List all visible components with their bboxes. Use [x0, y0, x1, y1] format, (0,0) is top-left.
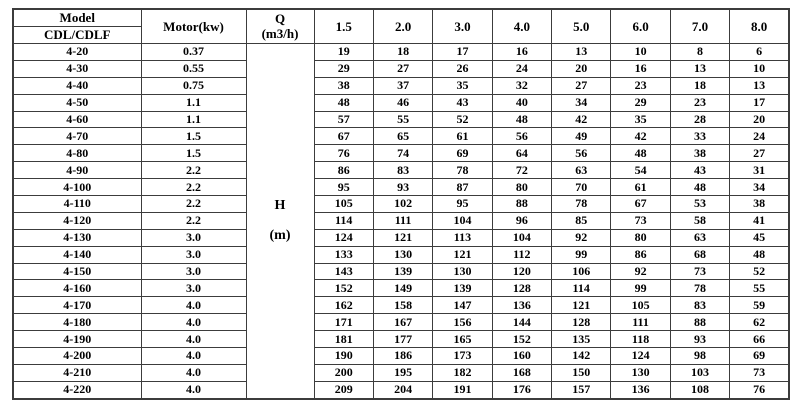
- head-value-cell: 108: [670, 381, 729, 399]
- head-value-cell: 67: [314, 128, 373, 145]
- head-value-cell: 181: [314, 331, 373, 348]
- head-value-cell: 68: [670, 246, 729, 263]
- head-value-cell: 16: [611, 60, 670, 77]
- head-value-cell: 195: [373, 364, 432, 381]
- head-value-cell: 98: [670, 348, 729, 365]
- head-value-cell: 191: [433, 381, 492, 399]
- head-value-cell: 176: [492, 381, 551, 399]
- table-row: [13, 364, 789, 381]
- table-row: [13, 145, 789, 162]
- head-value-cell: 18: [670, 77, 729, 94]
- motor-cell: 1.1: [141, 94, 246, 111]
- table-row: [13, 60, 789, 77]
- model-cell: 4-90: [13, 162, 141, 179]
- head-value-cell: 69: [730, 348, 789, 365]
- head-value-cell: 10: [730, 60, 789, 77]
- head-value-cell: 27: [730, 145, 789, 162]
- model-cell: 4-80: [13, 145, 141, 162]
- head-value-cell: 136: [492, 297, 551, 314]
- motor-cell: 4.0: [141, 297, 246, 314]
- head-value-cell: 48: [730, 246, 789, 263]
- head-value-cell: 63: [670, 229, 729, 246]
- head-value-cell: 96: [492, 212, 551, 229]
- head-value-cell: 46: [373, 94, 432, 111]
- table-row: [13, 348, 789, 365]
- head-value-cell: 111: [373, 212, 432, 229]
- head-value-cell: 118: [611, 331, 670, 348]
- head-value-cell: 78: [670, 280, 729, 297]
- head-value-cell: 130: [433, 263, 492, 280]
- head-value-cell: 139: [373, 263, 432, 280]
- head-value-cell: 26: [433, 60, 492, 77]
- head-value-cell: 99: [611, 280, 670, 297]
- head-value-cell: 128: [492, 280, 551, 297]
- head-value-cell: 104: [433, 212, 492, 229]
- head-value-cell: 42: [552, 111, 611, 128]
- head-value-cell: 92: [552, 229, 611, 246]
- motor-header: Motor(kw): [141, 9, 246, 44]
- table-body: [13, 44, 789, 400]
- motor-cell: 1.5: [141, 128, 246, 145]
- motor-cell: 3.0: [141, 263, 246, 280]
- head-value-cell: 19: [314, 44, 373, 61]
- table-row: [13, 263, 789, 280]
- head-value-cell: 156: [433, 314, 492, 331]
- head-value-cell: 142: [552, 348, 611, 365]
- table-row: [13, 162, 789, 179]
- head-value-cell: 23: [670, 94, 729, 111]
- head-value-cell: 23: [611, 77, 670, 94]
- model-cell: 4-160: [13, 280, 141, 297]
- head-value-cell: 33: [670, 128, 729, 145]
- head-value-cell: 67: [611, 196, 670, 213]
- flow-column-header: 1.5: [314, 9, 373, 44]
- table-header: [13, 9, 789, 44]
- head-value-cell: 144: [492, 314, 551, 331]
- head-value-cell: 130: [373, 246, 432, 263]
- table-row: [13, 229, 789, 246]
- table-row: [13, 297, 789, 314]
- motor-cell: 4.0: [141, 348, 246, 365]
- head-value-cell: 73: [730, 364, 789, 381]
- head-value-cell: 61: [611, 179, 670, 196]
- head-value-cell: 104: [492, 229, 551, 246]
- head-value-cell: 17: [730, 94, 789, 111]
- head-value-cell: 85: [552, 212, 611, 229]
- model-cell: 4-140: [13, 246, 141, 263]
- head-value-cell: 143: [314, 263, 373, 280]
- head-value-cell: 37: [373, 77, 432, 94]
- head-value-cell: 72: [492, 162, 551, 179]
- head-value-cell: 182: [433, 364, 492, 381]
- head-value-cell: 78: [552, 196, 611, 213]
- head-value-cell: 76: [730, 381, 789, 399]
- motor-cell: 4.0: [141, 364, 246, 381]
- head-value-cell: 10: [611, 44, 670, 61]
- motor-cell: 0.37: [141, 44, 246, 61]
- model-cell: 4-20: [13, 44, 141, 61]
- motor-cell: 2.2: [141, 179, 246, 196]
- table-row: [13, 381, 789, 399]
- head-value-cell: 80: [492, 179, 551, 196]
- flow-header-unit: (m3/h): [261, 25, 299, 41]
- head-value-cell: 27: [552, 77, 611, 94]
- head-value-cell: 121: [433, 246, 492, 263]
- model-cell: 4-220: [13, 381, 141, 399]
- head-value-cell: 43: [433, 94, 492, 111]
- table-row: [13, 331, 789, 348]
- head-value-cell: 13: [552, 44, 611, 61]
- model-cell: 4-210: [13, 364, 141, 381]
- head-value-cell: 80: [611, 229, 670, 246]
- header-row-1: [13, 9, 789, 27]
- head-value-cell: 99: [552, 246, 611, 263]
- table-row: [13, 179, 789, 196]
- head-value-cell: 86: [314, 162, 373, 179]
- model-series-header: CDL/CDLF: [13, 27, 141, 44]
- head-value-cell: 55: [730, 280, 789, 297]
- head-value-cell: 38: [314, 77, 373, 94]
- head-value-cell: 29: [314, 60, 373, 77]
- head-value-cell: 40: [492, 94, 551, 111]
- flow-column-header: 8.0: [730, 9, 789, 44]
- flow-column-header: 7.0: [670, 9, 729, 44]
- head-value-cell: 112: [492, 246, 551, 263]
- motor-cell: 4.0: [141, 314, 246, 331]
- table-row: [13, 128, 789, 145]
- head-value-cell: 88: [670, 314, 729, 331]
- head-value-cell: 43: [670, 162, 729, 179]
- head-value-cell: 29: [611, 94, 670, 111]
- head-value-cell: 55: [373, 111, 432, 128]
- head-value-cell: 76: [314, 145, 373, 162]
- table-row: [13, 280, 789, 297]
- head-value-cell: 121: [373, 229, 432, 246]
- head-value-cell: 152: [314, 280, 373, 297]
- head-value-cell: 13: [670, 60, 729, 77]
- head-value-cell: 95: [314, 179, 373, 196]
- head-value-cell: 93: [670, 331, 729, 348]
- head-value-cell: 133: [314, 246, 373, 263]
- head-value-cell: 93: [373, 179, 432, 196]
- head-value-cell: 18: [373, 44, 432, 61]
- head-value-cell: 173: [433, 348, 492, 365]
- head-value-cell: 147: [433, 297, 492, 314]
- head-value-cell: 124: [611, 348, 670, 365]
- head-value-cell: 13: [730, 77, 789, 94]
- head-value-cell: 57: [314, 111, 373, 128]
- table-row: [13, 94, 789, 111]
- head-value-cell: 102: [373, 196, 432, 213]
- head-value-cell: 73: [670, 263, 729, 280]
- head-value-cell: 160: [492, 348, 551, 365]
- motor-cell: 3.0: [141, 229, 246, 246]
- head-value-cell: 105: [611, 297, 670, 314]
- head-symbol: H: [274, 198, 286, 213]
- head-value-cell: 62: [730, 314, 789, 331]
- table-row: [13, 212, 789, 229]
- head-value-cell: 168: [492, 364, 551, 381]
- motor-cell: 0.75: [141, 77, 246, 94]
- model-cell: 4-200: [13, 348, 141, 365]
- head-value-cell: 24: [730, 128, 789, 145]
- model-cell: 4-100: [13, 179, 141, 196]
- head-value-cell: 48: [314, 94, 373, 111]
- head-value-cell: 34: [730, 179, 789, 196]
- head-value-cell: 114: [552, 280, 611, 297]
- head-value-cell: 204: [373, 381, 432, 399]
- head-value-cell: 42: [611, 128, 670, 145]
- head-value-cell: 186: [373, 348, 432, 365]
- head-value-cell: 88: [492, 196, 551, 213]
- head-value-cell: 52: [433, 111, 492, 128]
- head-value-cell: 59: [730, 297, 789, 314]
- head-value-cell: 149: [373, 280, 432, 297]
- flow-column-header: 3.0: [433, 9, 492, 44]
- motor-cell: 1.1: [141, 111, 246, 128]
- model-cell: 4-50: [13, 94, 141, 111]
- table-row: [13, 196, 789, 213]
- table-row: [13, 44, 789, 61]
- motor-cell: 2.2: [141, 212, 246, 229]
- flow-column-header: 5.0: [552, 9, 611, 44]
- motor-cell: 2.2: [141, 196, 246, 213]
- head-value-cell: 49: [552, 128, 611, 145]
- head-value-cell: 65: [373, 128, 432, 145]
- model-cell: 4-170: [13, 297, 141, 314]
- head-value-cell: 64: [492, 145, 551, 162]
- head-value-cell: 63: [552, 162, 611, 179]
- table-row: [13, 314, 789, 331]
- head-value-cell: 95: [433, 196, 492, 213]
- head-value-cell: 139: [433, 280, 492, 297]
- model-header: Model: [13, 9, 141, 27]
- motor-cell: 0.55: [141, 60, 246, 77]
- model-cell: 4-130: [13, 229, 141, 246]
- head-value-cell: 20: [552, 60, 611, 77]
- head-value-cell: 48: [670, 179, 729, 196]
- head-value-cell: 150: [552, 364, 611, 381]
- head-value-cell: 35: [433, 77, 492, 94]
- flow-header: [246, 9, 314, 44]
- head-value-cell: 124: [314, 229, 373, 246]
- model-cell: 4-40: [13, 77, 141, 94]
- model-cell: 4-150: [13, 263, 141, 280]
- head-value-cell: 209: [314, 381, 373, 399]
- head-value-cell: 45: [730, 229, 789, 246]
- head-value-cell: 130: [611, 364, 670, 381]
- head-unit: (m): [269, 228, 291, 243]
- motor-cell: 4.0: [141, 331, 246, 348]
- head-value-cell: 73: [611, 212, 670, 229]
- head-value-cell: 58: [670, 212, 729, 229]
- head-value-cell: 120: [492, 263, 551, 280]
- head-value-cell: 35: [611, 111, 670, 128]
- head-value-cell: 69: [433, 145, 492, 162]
- head-value-cell: 86: [611, 246, 670, 263]
- flow-header-symbol: Q: [274, 11, 286, 27]
- head-value-cell: 52: [730, 263, 789, 280]
- head-value-cell: 162: [314, 297, 373, 314]
- head-value-cell: 165: [433, 331, 492, 348]
- pump-spec-table: [12, 8, 790, 400]
- model-cell: 4-180: [13, 314, 141, 331]
- head-value-cell: 56: [552, 145, 611, 162]
- head-value-cell: 56: [492, 128, 551, 145]
- head-value-cell: 38: [730, 196, 789, 213]
- table-row: [13, 111, 789, 128]
- flow-column-header: 2.0: [373, 9, 432, 44]
- head-value-cell: 190: [314, 348, 373, 365]
- head-value-cell: 158: [373, 297, 432, 314]
- table-row: [13, 246, 789, 263]
- model-cell: 4-60: [13, 111, 141, 128]
- head-value-cell: 200: [314, 364, 373, 381]
- model-cell: 4-190: [13, 331, 141, 348]
- head-value-cell: 53: [670, 196, 729, 213]
- head-value-cell: 31: [730, 162, 789, 179]
- head-value-cell: 54: [611, 162, 670, 179]
- model-cell: 4-120: [13, 212, 141, 229]
- head-value-cell: 70: [552, 179, 611, 196]
- motor-cell: 4.0: [141, 381, 246, 399]
- model-cell: 4-110: [13, 196, 141, 213]
- head-value-cell: 32: [492, 77, 551, 94]
- motor-cell: 1.5: [141, 145, 246, 162]
- head-value-cell: 87: [433, 179, 492, 196]
- head-value-cell: 114: [314, 212, 373, 229]
- model-cell: 4-30: [13, 60, 141, 77]
- head-value-cell: 74: [373, 145, 432, 162]
- flow-column-header: 4.0: [492, 9, 551, 44]
- head-value-cell: 17: [433, 44, 492, 61]
- head-value-cell: 128: [552, 314, 611, 331]
- motor-cell: 3.0: [141, 246, 246, 263]
- head-value-cell: 92: [611, 263, 670, 280]
- head-value-cell: 152: [492, 331, 551, 348]
- table-row: [13, 77, 789, 94]
- head-value-cell: 105: [314, 196, 373, 213]
- head-value-cell: 66: [730, 331, 789, 348]
- head-value-cell: 20: [730, 111, 789, 128]
- head-value-cell: 103: [670, 364, 729, 381]
- head-value-cell: 136: [611, 381, 670, 399]
- head-value-cell: 83: [670, 297, 729, 314]
- head-value-cell: 177: [373, 331, 432, 348]
- head-value-cell: 121: [552, 297, 611, 314]
- motor-cell: 2.2: [141, 162, 246, 179]
- head-value-cell: 41: [730, 212, 789, 229]
- model-cell: 4-70: [13, 128, 141, 145]
- flow-column-header: 6.0: [611, 9, 670, 44]
- motor-cell: 3.0: [141, 280, 246, 297]
- head-value-cell: 78: [433, 162, 492, 179]
- head-value-cell: 16: [492, 44, 551, 61]
- head-value-cell: 167: [373, 314, 432, 331]
- head-value-cell: 157: [552, 381, 611, 399]
- head-value-cell: 8: [670, 44, 729, 61]
- head-unit-cell: [246, 44, 314, 400]
- head-value-cell: 24: [492, 60, 551, 77]
- head-value-cell: 48: [492, 111, 551, 128]
- head-value-cell: 34: [552, 94, 611, 111]
- head-value-cell: 171: [314, 314, 373, 331]
- head-value-cell: 113: [433, 229, 492, 246]
- head-value-cell: 111: [611, 314, 670, 331]
- head-value-cell: 6: [730, 44, 789, 61]
- head-value-cell: 27: [373, 60, 432, 77]
- head-value-cell: 83: [373, 162, 432, 179]
- head-value-cell: 135: [552, 331, 611, 348]
- head-value-cell: 48: [611, 145, 670, 162]
- head-value-cell: 61: [433, 128, 492, 145]
- head-value-cell: 28: [670, 111, 729, 128]
- head-value-cell: 106: [552, 263, 611, 280]
- head-value-cell: 38: [670, 145, 729, 162]
